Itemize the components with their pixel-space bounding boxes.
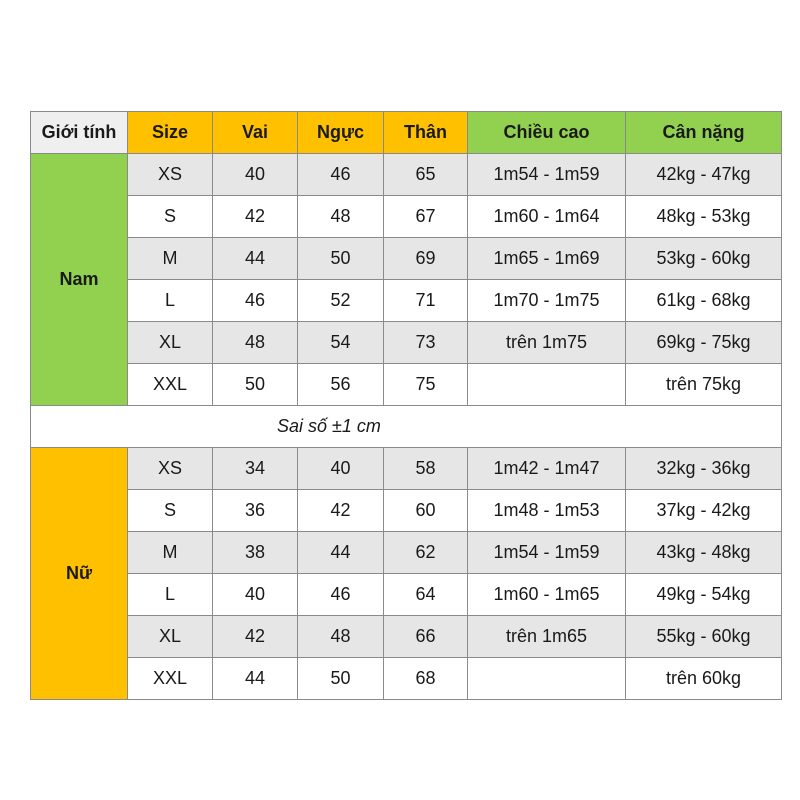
shoulder-cell: 46: [213, 280, 298, 322]
size-chart: [30, 111, 782, 700]
note-row: [31, 406, 782, 448]
header-gender: Giới tính: [31, 112, 128, 154]
size-cell: XS: [128, 154, 213, 196]
height-cell: 1m48 - 1m53: [468, 490, 626, 532]
size-cell: XL: [128, 322, 213, 364]
weight-cell: 48kg - 53kg: [626, 196, 782, 238]
weight-cell: 49kg - 54kg: [626, 574, 782, 616]
table-row: [31, 616, 782, 658]
chest-cell: 46: [298, 154, 384, 196]
chest-cell: 54: [298, 322, 384, 364]
table-row: [31, 658, 782, 700]
header-height: Chiều cao: [468, 112, 626, 154]
weight-cell: 43kg - 48kg: [626, 532, 782, 574]
chest-cell: 56: [298, 364, 384, 406]
body-cell: 75: [384, 364, 468, 406]
chest-cell: 40: [298, 448, 384, 490]
size-cell: M: [128, 238, 213, 280]
gender-label-male: Nam: [31, 154, 128, 406]
chest-cell: 42: [298, 490, 384, 532]
height-cell: 1m65 - 1m69: [468, 238, 626, 280]
chest-cell: 46: [298, 574, 384, 616]
size-cell: L: [128, 280, 213, 322]
shoulder-cell: 40: [213, 154, 298, 196]
size-cell: XL: [128, 616, 213, 658]
header-row: [31, 112, 782, 154]
size-cell: M: [128, 532, 213, 574]
body-cell: 66: [384, 616, 468, 658]
height-cell: 1m60 - 1m65: [468, 574, 626, 616]
table-row: [31, 448, 782, 490]
size-cell: L: [128, 574, 213, 616]
weight-cell: 37kg - 42kg: [626, 490, 782, 532]
body-cell: 73: [384, 322, 468, 364]
body-cell: 68: [384, 658, 468, 700]
chest-cell: 44: [298, 532, 384, 574]
height-cell: [468, 364, 626, 406]
shoulder-cell: 38: [213, 532, 298, 574]
weight-cell: 55kg - 60kg: [626, 616, 782, 658]
shoulder-cell: 44: [213, 658, 298, 700]
shoulder-cell: 50: [213, 364, 298, 406]
shoulder-cell: 36: [213, 490, 298, 532]
table-row: [31, 322, 782, 364]
table-row: [31, 364, 782, 406]
size-cell: S: [128, 196, 213, 238]
shoulder-cell: 34: [213, 448, 298, 490]
body-cell: 58: [384, 448, 468, 490]
weight-cell: 61kg - 68kg: [626, 280, 782, 322]
size-cell: S: [128, 490, 213, 532]
table-row: [31, 280, 782, 322]
table-row: [31, 196, 782, 238]
weight-cell: trên 75kg: [626, 364, 782, 406]
size-cell: XS: [128, 448, 213, 490]
chest-cell: 50: [298, 658, 384, 700]
size-cell: XXL: [128, 658, 213, 700]
body-cell: 60: [384, 490, 468, 532]
header-shoulder: Vai: [213, 112, 298, 154]
chest-cell: 48: [298, 196, 384, 238]
height-cell: [468, 658, 626, 700]
body-cell: 64: [384, 574, 468, 616]
body-cell: 65: [384, 154, 468, 196]
body-cell: 71: [384, 280, 468, 322]
shoulder-cell: 42: [213, 616, 298, 658]
height-cell: trên 1m75: [468, 322, 626, 364]
weight-cell: 53kg - 60kg: [626, 238, 782, 280]
table-row: [31, 532, 782, 574]
shoulder-cell: 40: [213, 574, 298, 616]
size-table: [30, 111, 782, 700]
chest-cell: 48: [298, 616, 384, 658]
shoulder-cell: 42: [213, 196, 298, 238]
table-row: [31, 490, 782, 532]
height-cell: trên 1m65: [468, 616, 626, 658]
body-cell: 69: [384, 238, 468, 280]
weight-cell: trên 60kg: [626, 658, 782, 700]
height-cell: 1m54 - 1m59: [468, 154, 626, 196]
table-row: [31, 574, 782, 616]
height-cell: 1m42 - 1m47: [468, 448, 626, 490]
weight-cell: 42kg - 47kg: [626, 154, 782, 196]
shoulder-cell: 44: [213, 238, 298, 280]
header-chest: Ngực: [298, 112, 384, 154]
tolerance-note: Sai số ±1 cm: [31, 406, 782, 448]
height-cell: 1m70 - 1m75: [468, 280, 626, 322]
table-row: [31, 238, 782, 280]
chest-cell: 52: [298, 280, 384, 322]
body-cell: 62: [384, 532, 468, 574]
chest-cell: 50: [298, 238, 384, 280]
body-cell: 67: [384, 196, 468, 238]
header-body-length: Thân: [384, 112, 468, 154]
size-cell: XXL: [128, 364, 213, 406]
weight-cell: 32kg - 36kg: [626, 448, 782, 490]
height-cell: 1m54 - 1m59: [468, 532, 626, 574]
gender-label-female: Nữ: [31, 448, 128, 700]
height-cell: 1m60 - 1m64: [468, 196, 626, 238]
weight-cell: 69kg - 75kg: [626, 322, 782, 364]
shoulder-cell: 48: [213, 322, 298, 364]
header-size: Size: [128, 112, 213, 154]
table-row: [31, 154, 782, 196]
header-weight: Cân nặng: [626, 112, 782, 154]
